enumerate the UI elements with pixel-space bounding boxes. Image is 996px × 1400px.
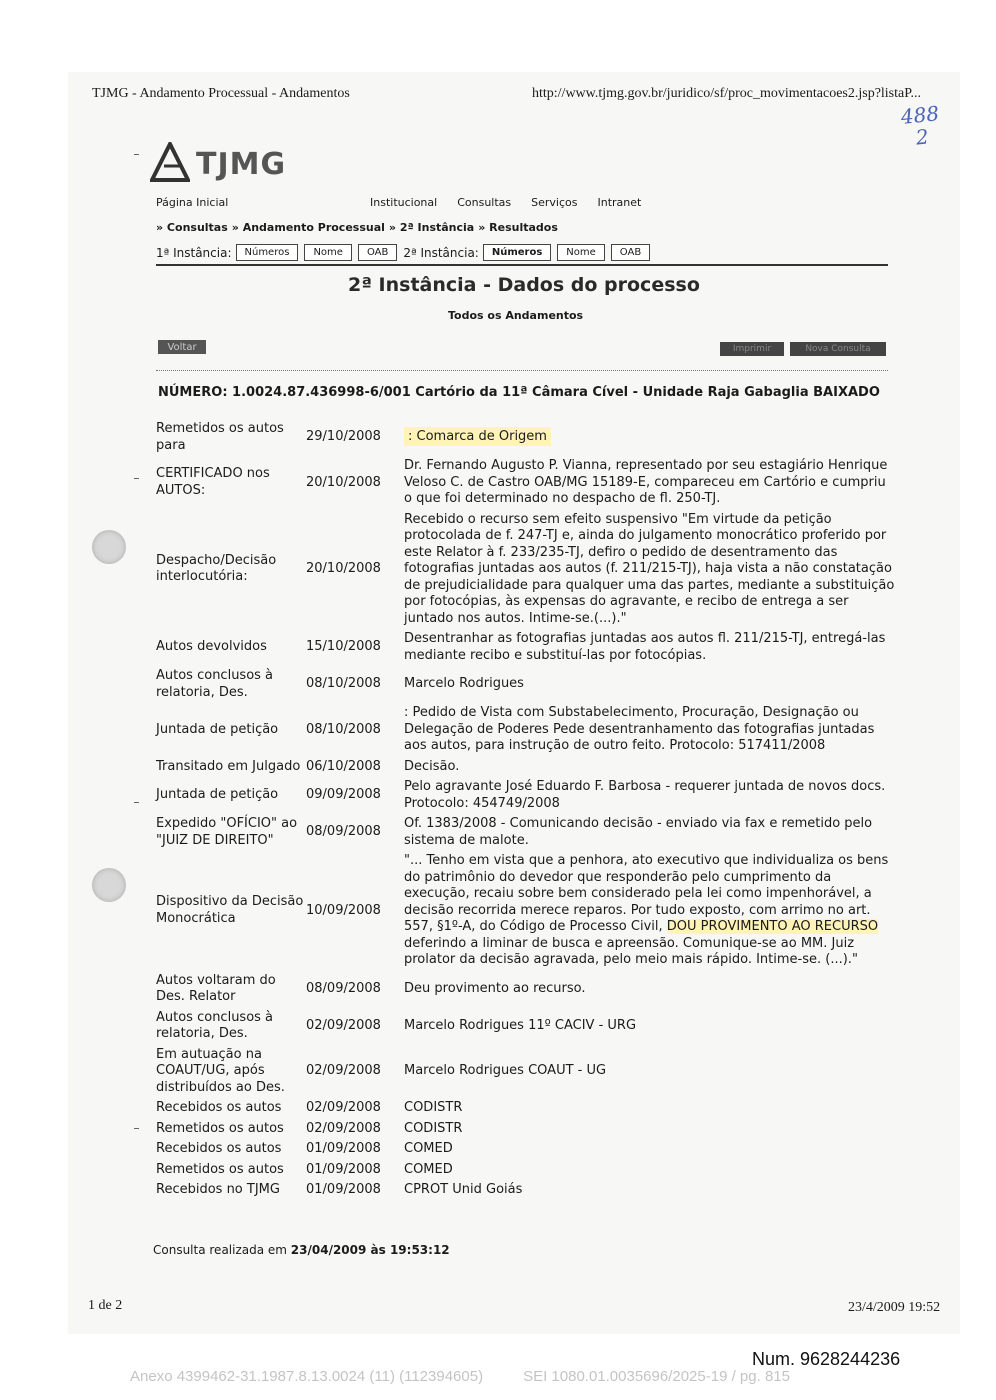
movement-description: Marcelo Rodrigues COAUT - UG <box>404 1063 607 1078</box>
movement-type: Autos conclusos à relatoria, Des. <box>156 668 274 700</box>
inst1-oab-button[interactable]: OAB <box>358 244 397 261</box>
voltar-button[interactable]: Voltar <box>158 340 206 354</box>
punch-hole <box>92 530 126 564</box>
table-row <box>156 1121 896 1138</box>
movement-date: 08/10/2008 <box>306 676 381 692</box>
movement-description: Marcelo Rodrigues <box>404 676 524 692</box>
movement-type: Juntada de petição <box>156 721 279 737</box>
top-nav <box>370 196 641 209</box>
movement-type: Autos conclusos à relatoria, Des. <box>156 1009 274 1041</box>
print-footer-page: 1 de 2 <box>88 1298 123 1313</box>
inst2-numeros-button[interactable]: Números <box>483 244 551 261</box>
decision-text-start: "... Tenho em vista que a penhora, ato executivo que individualiza os bens do patrimônio do devedor que responderão pelo cumprimento da execução, recaiu sobre bem considerado pela lei como impenhorável, a decisão recorrida merece reparos. Por tudo exposto, com arrimo no art. 557, §1º-A, do Código de Processo Civil, <box>404 853 889 934</box>
movement-date: 02/09/2008 <box>306 1017 381 1033</box>
movement-date: 01/09/2008 <box>306 1141 381 1156</box>
table-row <box>156 1047 896 1097</box>
movement-date: 08/09/2008 <box>306 824 381 840</box>
movement-date: 15/10/2008 <box>306 639 381 655</box>
table-row <box>156 631 896 664</box>
table-row <box>156 1010 896 1043</box>
scan-mark <box>134 1128 139 1129</box>
page-title: 2ª Instância - Dados do processo <box>348 274 700 296</box>
breadcrumb-andamento[interactable]: » Andamento Processual <box>231 221 385 234</box>
table-row <box>156 816 896 849</box>
movement-description <box>404 429 896 446</box>
movement-description: CODISTR <box>404 1100 463 1115</box>
handwritten-mark: 2 <box>914 124 930 150</box>
movement-type: Recebidos no TJMG <box>156 1182 280 1197</box>
process-number-line: NÚMERO: 1.0024.87.436998-6/001 Cartório da 11ª Câmara Cível - Unidade Raja Gabaglia BAIXADO <box>158 385 880 400</box>
movement-type: Remetidos os autos <box>156 1120 284 1136</box>
nova-consulta-button[interactable]: Nova Consulta <box>790 342 886 356</box>
movement-date: 01/09/2008 <box>306 1161 381 1177</box>
movements-table <box>156 421 896 1203</box>
nav-intranet[interactable]: Intranet <box>597 196 642 209</box>
movement-date: 06/10/2008 <box>306 758 381 774</box>
breadcrumb-2a-instancia[interactable]: » 2ª Instância <box>388 221 475 234</box>
logo-text: TJMG <box>196 146 287 182</box>
movement-date: 29/10/2008 <box>306 429 381 445</box>
logo-triangle-icon <box>150 142 190 182</box>
movement-date: 08/10/2008 <box>306 721 381 737</box>
inst1-label: 1ª Instância: <box>156 246 232 260</box>
consulta-date: 23/04/2009 às 19:53:12 <box>290 1243 450 1257</box>
movement-date: 08/09/2008 <box>306 980 381 996</box>
movement-description: COMED <box>404 1141 453 1156</box>
movement-description: Of. 1383/2008 - Comunicando decisão - enviado via fax e remetido pelo sistema de malote. <box>404 816 873 848</box>
table-row <box>156 853 896 969</box>
table-row <box>156 759 896 776</box>
punch-hole <box>92 868 126 902</box>
inst2-oab-button[interactable]: OAB <box>611 244 650 261</box>
breadcrumb-resultados: » Resultados <box>478 221 558 234</box>
scan-mark <box>134 154 139 155</box>
page-subtitle: Todos os Andamentos <box>448 309 584 322</box>
nav-institucional[interactable]: Institucional <box>370 196 438 209</box>
imprimir-button[interactable]: Imprimir <box>720 342 784 356</box>
print-header-url: http://www.tjmg.gov.br/juridico/sf/proc_movimentacoes2.jsp?listaP... <box>532 86 921 101</box>
highlighted-text: : Comarca de Origem <box>404 427 551 446</box>
handwritten-page-number: 488 <box>899 101 941 129</box>
annex-footer <box>130 1368 790 1385</box>
consulta-timestamp <box>153 1243 450 1257</box>
movement-description: CPROT Unid Goiás <box>404 1182 523 1197</box>
nav-home-link[interactable]: Página Inicial <box>156 196 229 209</box>
handwritten-annotation <box>900 102 943 150</box>
movement-description: CODISTR <box>404 1120 463 1136</box>
movement-type: Recebidos os autos <box>156 1141 282 1156</box>
movement-type: Juntada de petição <box>156 787 279 803</box>
movement-date: 02/09/2008 <box>306 1063 381 1078</box>
annex-left: Anexo 4399462-31.1987.8.13.0024 (11) (112394605) <box>130 1368 484 1385</box>
movement-type: Remetidos os autos para <box>156 421 284 453</box>
movement-type: Expedido "OFÍCIO" ao "JUIZ DE DIREITO" <box>156 816 298 848</box>
print-footer-datetime: 23/4/2009 19:52 <box>848 1300 941 1315</box>
movement-description: COMED <box>404 1161 453 1177</box>
movement-date: 10/09/2008 <box>306 902 381 918</box>
movement-type: CERTIFICADO nos AUTOS: <box>156 466 270 498</box>
scan-mark <box>134 478 139 479</box>
movement-description: Desentranhar as fotografias juntadas aos autos fl. 211/215-TJ, entregá-las mediante recibo e substituí-las por fotocópias. <box>404 631 886 663</box>
movement-date: 20/10/2008 <box>306 474 381 490</box>
tjmg-logo[interactable] <box>150 142 286 182</box>
movement-description: Pelo agravante José Eduardo F. Barbosa - requerer juntada de novos docs. Protocolo: 454749/2008 <box>404 779 886 811</box>
inst2-label: 2ª Instância: <box>403 246 479 260</box>
table-row <box>156 779 896 812</box>
table-row <box>156 1182 896 1199</box>
movement-description: Recebido o recurso sem efeito suspensivo "Em virtude da petição protocolada de f. 247-TJ e, ainda do julgamento monocrático proferido por este Relator à f. 233/235-TJ, defiro o pedido de desentramento das fotografias juntadas aos autos (f. 211/215-TJ), haja vista a não constatação de prejudicialidade para qualquer uma das partes, mediante a substituição por fotocópias, às expensas do agravante, e recibo de entrega a ser juntado nos autos. Intime-se.(...)." <box>404 511 895 626</box>
movement-type: Remetidos os autos <box>156 1161 284 1177</box>
table-row <box>156 458 896 508</box>
movement-type: Autos devolvidos <box>156 639 267 655</box>
movement-description: Marcelo Rodrigues 11º CACIV - URG <box>404 1017 637 1033</box>
movement-type: Dispositivo da Decisão Monocrática <box>156 894 304 926</box>
breadcrumb-consultas[interactable]: » Consultas <box>156 221 228 234</box>
nav-consultas[interactable]: Consultas <box>457 196 512 209</box>
movement-date: 02/09/2008 <box>306 1100 381 1115</box>
document-number: Num. 9628244236 <box>752 1349 901 1369</box>
movement-description: Dr. Fernando Augusto P. Vianna, representado por seu estagiário Henrique Veloso C. de Castro OAB/MG 15189-E, compareceu em Cartório e cumpriu o que foi determinado no despacho de fl. 250-TJ. <box>404 458 888 506</box>
table-row <box>156 421 896 454</box>
inst1-numeros-button[interactable]: Números <box>236 244 299 261</box>
movement-description <box>404 853 896 969</box>
table-row <box>156 512 896 628</box>
table-row <box>156 668 896 701</box>
table-row <box>156 973 896 1006</box>
movement-type: Transitado em Julgado <box>156 758 301 774</box>
movement-description: Deu provimento ao recurso. <box>404 980 586 996</box>
movement-type: Autos voltaram do Des. Relator <box>156 972 276 1004</box>
decision-text-end: deferindo a liminar de busca e apreensão. Comunique-se ao MM. Juiz prolator da decisão agravada, pelo meio mais rápido. Intime-se. (...)." <box>404 935 858 967</box>
breadcrumb <box>156 221 558 234</box>
divider <box>156 370 888 371</box>
print-header-title: TJMG - Andamento Processual - Andamentos <box>92 86 350 101</box>
movement-date: 01/09/2008 <box>306 1182 381 1197</box>
nav-servicos[interactable]: Serviços <box>531 196 578 209</box>
inst2-nome-button[interactable]: Nome <box>557 244 605 261</box>
table-row <box>156 1162 896 1179</box>
annex-right: SEI 1080.01.0035696/2025-19 / pg. 815 <box>523 1368 790 1385</box>
table-row <box>156 1100 896 1117</box>
search-bar <box>156 244 888 266</box>
scan-mark <box>134 802 139 803</box>
movement-type: Recebidos os autos <box>156 1100 282 1115</box>
table-row <box>156 1141 896 1158</box>
movement-description: Decisão. <box>404 758 460 774</box>
movement-date: 20/10/2008 <box>306 561 381 576</box>
movement-type: Despacho/Decisão interlocutória: <box>156 552 277 585</box>
movement-date: 09/09/2008 <box>306 787 381 803</box>
movement-type: Em autuação na COAUT/UG, após distribuídos ao Des. <box>156 1046 285 1095</box>
consulta-prefix: Consulta realizada em <box>153 1243 291 1257</box>
inst1-nome-button[interactable]: Nome <box>304 244 352 261</box>
movement-date: 02/09/2008 <box>306 1120 381 1136</box>
table-row <box>156 705 896 755</box>
movement-description: : Pedido de Vista com Substabelecimento, Procuração, Designação ou Delegação de Poderes Pede desentranhamento das fotografias juntadas aos autos, para instrução de outro feito. Protocolo: 517411/2008 <box>404 705 875 753</box>
decision-highlight: DOU PROVIMENTO AO RECURSO <box>666 919 879 934</box>
